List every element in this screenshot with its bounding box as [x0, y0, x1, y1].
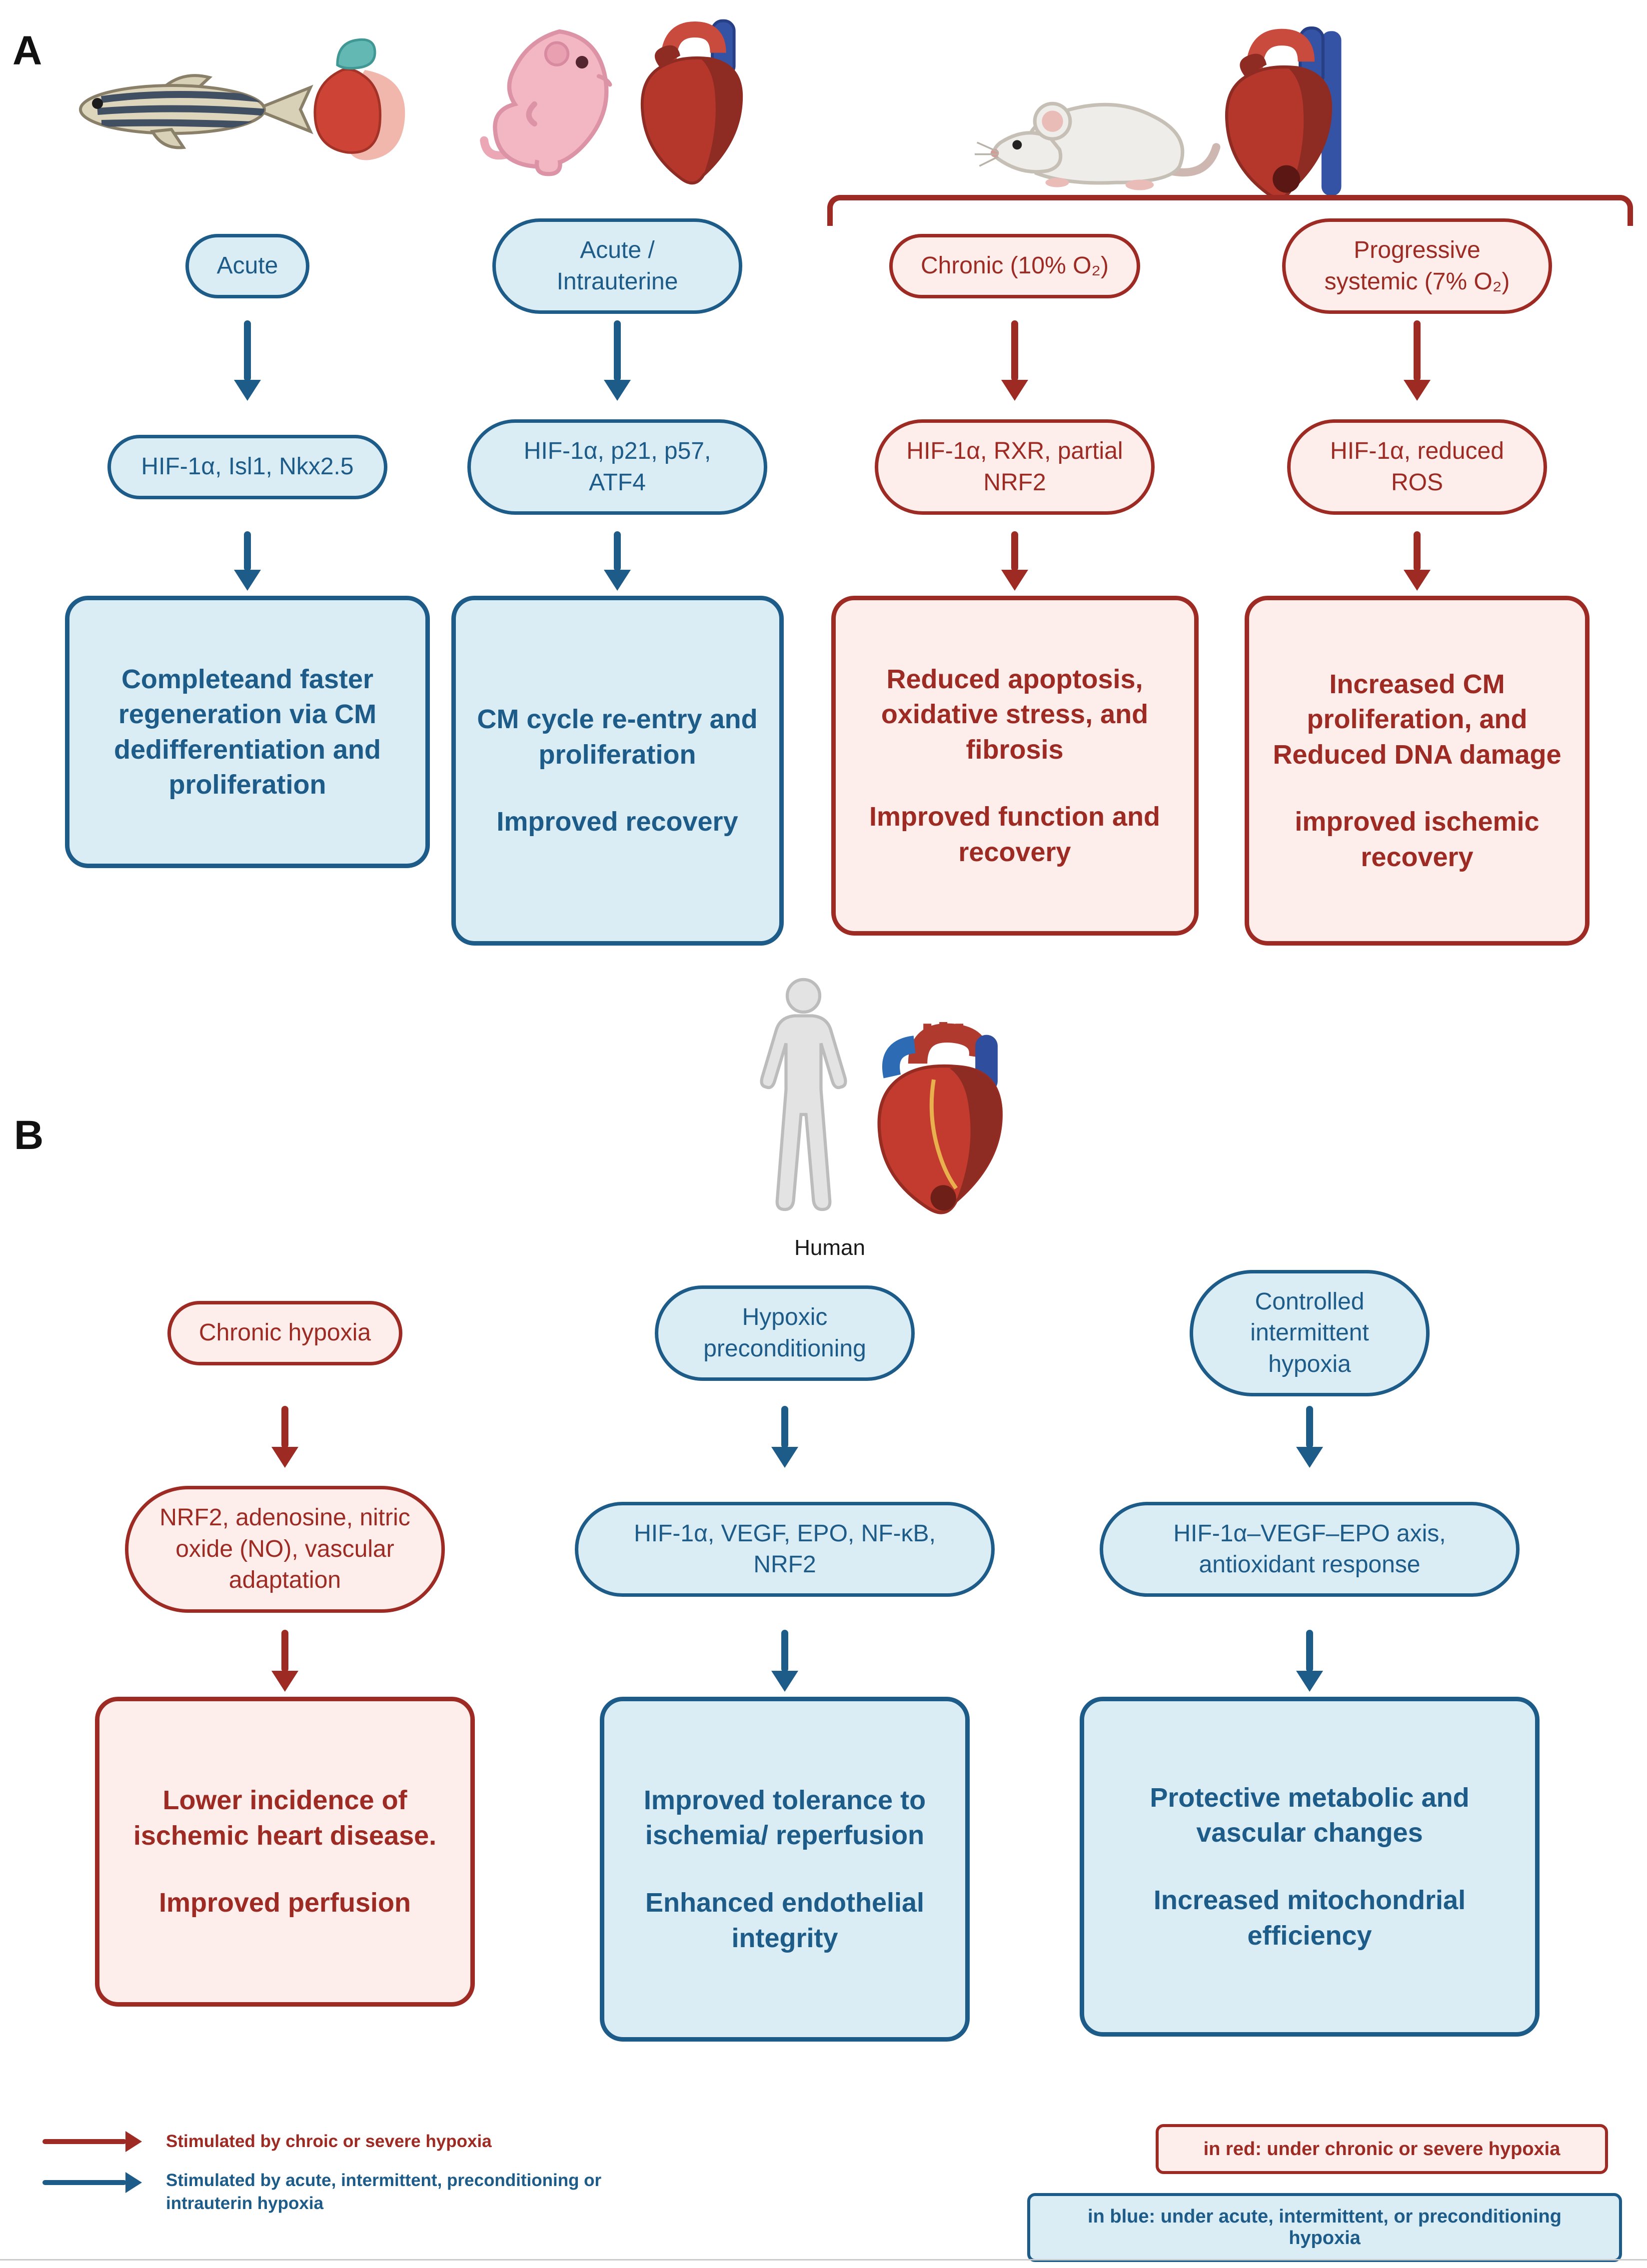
down-arrow-icon	[1404, 320, 1431, 401]
down-arrow-icon	[604, 531, 631, 591]
column-human-preconditioning	[575, 1267, 995, 2042]
legend-blue-box-label: in blue: under acute, intermittent, or preconditioning hypoxia	[1088, 2206, 1562, 2249]
column-human-chronic	[85, 1267, 485, 2007]
condition-oval: Acute	[185, 234, 310, 298]
outcome-text: Improved function and recovery	[869, 802, 1160, 867]
condition-oval: Chronic hypoxia	[167, 1301, 402, 1365]
mediators-oval: HIF-1α, reduced ROS	[1287, 419, 1547, 515]
right-arrow-icon	[42, 2172, 142, 2193]
down-arrow-icon	[604, 320, 631, 401]
panel-b-label: B	[14, 1113, 44, 1158]
legend-blue-arrow-label: Stimulated by acute, intermittent, preconditioning or intrauterin hypoxia	[166, 2171, 602, 2213]
outcome-text: improved ischemic recovery	[1295, 807, 1540, 872]
mediators-oval: HIF-1α, Isl1, Nkx2.5	[107, 435, 387, 499]
outcome-box	[95, 1697, 475, 2007]
zebrafish-icon	[67, 57, 317, 157]
outcome-text: Improved perfusion	[158, 1888, 411, 1918]
down-arrow-icon	[271, 1630, 298, 1692]
outcome-box	[831, 596, 1199, 936]
mediators-oval: NRF2, adenosine, nitric oxide (NO), vascular adaptation	[125, 1486, 445, 1612]
legend-red-box-label: in red: under chronic or severe hypoxia	[1203, 2138, 1561, 2160]
legend-red-box	[1156, 2124, 1608, 2174]
column-zebrafish	[55, 220, 440, 868]
mediators-oval: HIF-1α–VEGF–EPO axis, antioxidant response	[1100, 1502, 1520, 1597]
legend-blue-box	[1027, 2193, 1622, 2262]
zebrafish-heart-icon	[300, 27, 412, 167]
down-arrow-icon	[771, 1406, 798, 1468]
column-neonatal-mouse	[447, 220, 787, 946]
human-label: Human	[794, 1235, 865, 1260]
mediators-oval: HIF-1α, p21, p57, ATF4	[467, 419, 767, 515]
mediators-oval: HIF-1α, RXR, partial NRF2	[875, 419, 1155, 515]
column-human-intermittent	[1080, 1267, 1540, 2037]
outcome-text: Reduced apoptosis, oxidative stress, and fibrosis	[881, 664, 1149, 765]
condition-oval: Progressive systemic (7% O₂)	[1282, 218, 1552, 314]
mouse-heart-icon	[631, 17, 762, 190]
condition-oval: Controlled intermittent hypoxia	[1190, 1270, 1430, 1396]
neonatal-mouse-icon	[472, 17, 627, 182]
outcome-text: Improved recovery	[496, 807, 738, 837]
adult-mouse-icon	[975, 60, 1222, 201]
adult-mouse-heart-icon	[1215, 25, 1352, 205]
outcome-text: Completeand faster regeneration via CM dedifferentiation and proliferation	[113, 664, 381, 800]
condition-oval: Acute / Intrauterine	[492, 218, 742, 314]
down-arrow-icon	[271, 1406, 298, 1468]
legend-red-arrow-row	[42, 2130, 492, 2153]
outcome-box	[1080, 1697, 1540, 2037]
down-arrow-icon	[1296, 1406, 1323, 1468]
outcome-box	[65, 596, 430, 868]
legend-blue-arrow-row	[42, 2169, 661, 2215]
panel-a-label: A	[12, 28, 42, 73]
down-arrow-icon	[771, 1630, 798, 1692]
legend-red-arrow-label: Stimulated by chroic or severe hypoxia	[166, 2132, 492, 2151]
down-arrow-icon	[234, 320, 261, 401]
down-arrow-icon	[1001, 531, 1028, 591]
column-adult-mouse-chronic	[827, 220, 1202, 936]
condition-oval: Hypoxic preconditioning	[655, 1285, 915, 1381]
bottom-divider	[0, 2259, 1647, 2261]
mediators-oval: HIF-1α, VEGF, EPO, NF-κB, NRF2	[575, 1502, 995, 1597]
down-arrow-icon	[1296, 1630, 1323, 1692]
human-figure-icon	[745, 975, 862, 1232]
outcome-box	[600, 1697, 970, 2042]
outcome-text: Lower incidence of ischemic heart disease.	[133, 1785, 437, 1851]
column-adult-mouse-progressive	[1240, 220, 1595, 946]
outcome-text: Increased mitochondrial efficiency	[1153, 1885, 1466, 1951]
outcome-box	[1245, 596, 1590, 946]
down-arrow-icon	[234, 531, 261, 591]
down-arrow-icon	[1001, 320, 1028, 401]
outcome-box	[451, 596, 784, 946]
outcome-text: Increased CM proliferation, and Reduced DNA damage	[1273, 669, 1562, 770]
outcome-text: Improved tolerance to ischemia/ reperfusion	[643, 1785, 926, 1851]
outcome-text: CM cycle re-entry and proliferation	[477, 704, 758, 770]
right-arrow-icon	[42, 2131, 142, 2152]
human-heart-icon	[870, 1022, 1030, 1223]
outcome-text: Enhanced endothelial integrity	[645, 1888, 925, 1953]
down-arrow-icon	[1404, 531, 1431, 591]
condition-oval: Chronic (10% O₂)	[889, 234, 1140, 298]
outcome-text: Protective metabolic and vascular changes	[1150, 1783, 1470, 1848]
